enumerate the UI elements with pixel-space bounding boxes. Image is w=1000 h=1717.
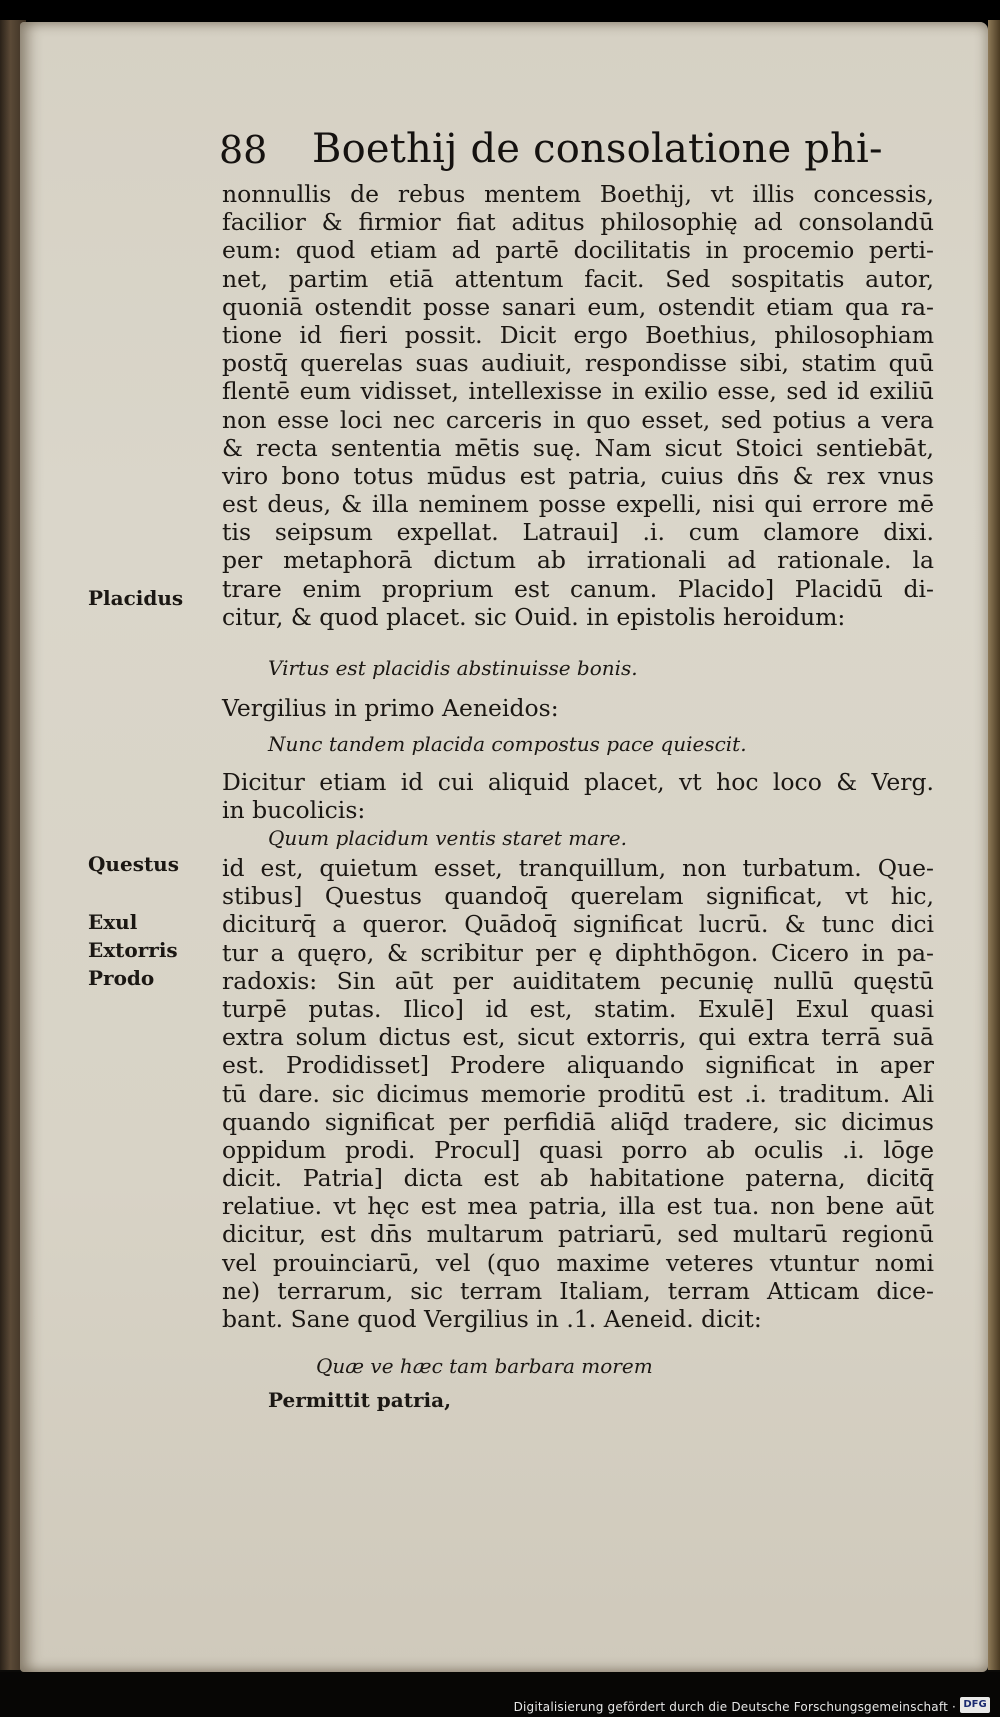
text-line: tur a quęro, & scribitur per ę diphthōgon. Cicero in pa-: [222, 938, 934, 967]
text-line: relatiue. vt hęc est mea patria, illa est tua. non bene aūt: [222, 1192, 934, 1221]
bucolics-quote: Quum placidum ventis staret mare.: [268, 826, 627, 850]
text-line: tis seipsum expellat. Latraui] .i. cum clamore dixi.: [222, 518, 934, 547]
page-fore-edge: [988, 20, 1000, 1670]
aeneid-quote-2: Quæ ve hæc tam barbara morem: [316, 1354, 653, 1378]
text-line: dicit. Patria] dicta est ab habitatione paterna, dicitq̄: [222, 1164, 934, 1193]
text-line: non esse loci nec carceris in quo esset, sed potius a vera: [222, 405, 934, 434]
margin-note-placidus: Placidus: [88, 586, 184, 610]
text-line: citur, & quod placet. sic Ouid. in epistolis heroidum:: [222, 602, 846, 631]
text-line: trare enim proprium est canum. Placido] Placidū di-: [222, 574, 934, 603]
text-line: facilior & firmior fiat aditus philosophię ad consolandū: [222, 208, 934, 237]
text-line: vel prouinciarū, vel (quo maxime veteres vtuntur nomi: [222, 1248, 934, 1277]
margin-note-questus: Questus: [88, 852, 179, 876]
dfg-logo: DFG: [960, 1697, 990, 1713]
text-line: net, partim etiā attentum facit. Sed sospitatis autor,: [222, 264, 934, 293]
text-line: & recta sententia mētis suę. Nam sicut Stoici sentiebāt,: [222, 433, 934, 462]
text-line: bant. Sane quod Vergilius in .1. Aeneid. dicit:: [222, 1305, 762, 1333]
text-line: ne) terrarum, sic terram Italiam, terram Atticam dice-: [222, 1276, 934, 1305]
text-line: viro bono totus mūdus est patria, cuius dn̄s & rex vnus: [222, 461, 934, 490]
text-line: tione id fieri possit. Dicit ergo Boethius, philosophiam: [222, 320, 934, 349]
text-line: stibus] Questus quandoq̄ querelam significat, vt hic,: [222, 882, 934, 911]
page-header: [0, 126, 1000, 176]
margin-note-exul: Exul: [88, 910, 138, 934]
text-line: in bucolicis:: [222, 796, 366, 825]
aeneid-quote-3: Permittit patria,: [268, 1388, 452, 1412]
text-line: quando significat per perfidiā aliq̄d tradere, sic dicimus: [222, 1107, 934, 1136]
aeneid-quote: Nunc tandem placida compostus pace quiescit.: [268, 732, 747, 756]
page-number: 88: [219, 128, 268, 172]
commentary-block-3: [222, 854, 934, 1333]
text-line: per metaphorā dictum ab irrationali ad rationale. la: [222, 546, 934, 575]
running-title: Boethij de consolatione phi-: [312, 126, 883, 172]
text-line: tū dare. sic dicimus memorie proditū est .i. traditum. Ali: [222, 1079, 934, 1108]
commentary-block-2: [222, 768, 934, 824]
text-line: est. Prodidisset] Prodere aliquando significat in aper: [222, 1051, 934, 1080]
text-line: radoxis: Sin aūt per auiditatem pecunię nullū quęstū: [222, 966, 934, 995]
text-line: dicitur, est dn̄s multarum patriarū, sed multarū regionū: [222, 1220, 934, 1249]
text-line: est deus, & illa neminem posse expelli, nisi qui errore mē: [222, 490, 934, 519]
margin-note-extorris: Extorris: [88, 938, 178, 962]
text-line: nonnullis de rebus mentem Boethij, vt illis concessis,: [222, 180, 934, 208]
commentary-block-1: [222, 180, 934, 631]
text-line: oppidum prodi. Procul] quasi porro ab oculis .i. lōge: [222, 1135, 934, 1164]
text-line: eum: quod etiam ad partē docilitatis in procemio perti-: [222, 236, 934, 265]
ovid-quote: Virtus est placidis abstinuisse bonis.: [268, 656, 638, 680]
margin-note-prodo: Prodo: [88, 966, 155, 990]
digitization-credit: Digitalisierung gefördert durch die Deutsche Forschungsgemeinschaft ·: [513, 1700, 956, 1714]
text-line: id est, quietum esset, tranquillum, non turbatum. Que-: [222, 854, 934, 882]
text-line: turpē putas. Ilico] id est, statim. Exulē] Exul quasi: [222, 994, 934, 1023]
text-line: flentē eum vidisset, intellexisse in exilio esse, sed id exiliū: [222, 377, 934, 406]
text-line: extra solum dictus est, sicut extorris, qui extra terrā suā: [222, 1023, 934, 1052]
vergil-aeneid-line: Vergilius in primo Aeneidos:: [222, 694, 559, 722]
text-line: postq̄ querelas suas audiuit, respondisse sibi, statim quū: [222, 349, 934, 378]
text-line: Dicitur etiam id cui aliquid placet, vt hoc loco & Verg.: [222, 768, 934, 796]
text-line: quoniā ostendit posse sanari eum, ostendit etiam qua ra-: [222, 292, 934, 321]
text-line: diciturq̄ a queror. Quādoq̄ significat lucrū. & tunc dici: [222, 910, 934, 939]
